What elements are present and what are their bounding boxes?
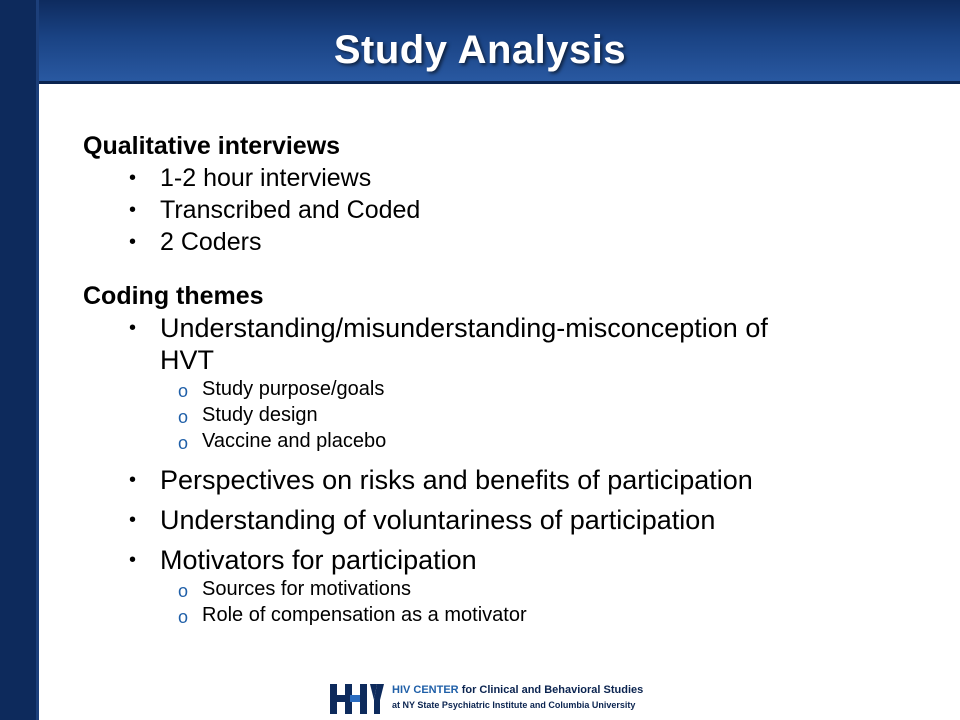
bullet-icon: • (129, 167, 137, 189)
list-item (83, 544, 923, 628)
list-item-text: Motivators for participation (160, 545, 477, 575)
list-item-text: 1-2 hour interviews (160, 164, 372, 192)
footer-affiliation: at NY State Psychiatric Institute and Columbia University (392, 700, 636, 710)
interviews-list (83, 162, 923, 258)
section-heading-interviews: Qualitative interviews (83, 132, 341, 160)
sublist (160, 376, 923, 454)
sublist-item (83, 428, 923, 454)
circle-bullet-icon: o (178, 433, 189, 453)
bullet-icon: • (129, 317, 137, 339)
circle-bullet-icon: o (178, 607, 189, 627)
list-item (83, 226, 923, 258)
sublist-item (83, 602, 923, 628)
left-band-edge (36, 0, 39, 720)
left-decorative-band (0, 0, 36, 720)
bullet-icon: • (129, 231, 137, 253)
list-item-text: 2 Coders (160, 228, 262, 256)
sublist-item-text: Study purpose/goals (202, 378, 385, 400)
slide-title: Study Analysis (333, 28, 627, 72)
sublist-item (83, 402, 923, 428)
bullet-icon: • (129, 509, 137, 531)
footer-org-name (392, 684, 643, 696)
slide-content (83, 130, 923, 628)
sublist-item-text: Study design (202, 404, 318, 426)
bullet-icon: • (129, 469, 137, 491)
sublist-item (83, 576, 923, 602)
hiv-center-logo-icon (330, 682, 384, 716)
footer-org-rest: for Clinical and Behavioral Studies (461, 684, 644, 696)
list-item (83, 464, 923, 504)
coding-themes-list (83, 312, 923, 628)
sublist-item (83, 376, 923, 402)
sublist-item-text: Role of compensation as a motivator (202, 604, 527, 626)
bullet-icon: • (129, 549, 137, 571)
sublist-item-text: Vaccine and placebo (202, 430, 387, 452)
footer-org-highlight: HIV CENTER (392, 684, 459, 696)
sublist (160, 576, 923, 628)
section-heading-coding-themes: Coding themes (83, 282, 264, 310)
list-item (83, 312, 923, 464)
list-item (83, 504, 923, 544)
footer (330, 680, 730, 716)
circle-bullet-icon: o (178, 407, 189, 427)
circle-bullet-icon: o (178, 581, 189, 601)
list-item-text: Perspectives on risks and benefits of participation (160, 465, 753, 495)
circle-bullet-icon: o (178, 381, 189, 401)
list-item-text: Understanding of voluntariness of participation (160, 505, 716, 535)
list-item-text: Transcribed and Coded (160, 196, 421, 224)
list-item-text: Understanding/misunderstanding-misconception of (160, 313, 768, 343)
list-item (83, 194, 923, 226)
list-item (83, 162, 923, 194)
list-item-text-continued: HVT (160, 345, 214, 375)
bullet-icon: • (129, 199, 137, 221)
sublist-item-text: Sources for motivations (202, 578, 411, 600)
